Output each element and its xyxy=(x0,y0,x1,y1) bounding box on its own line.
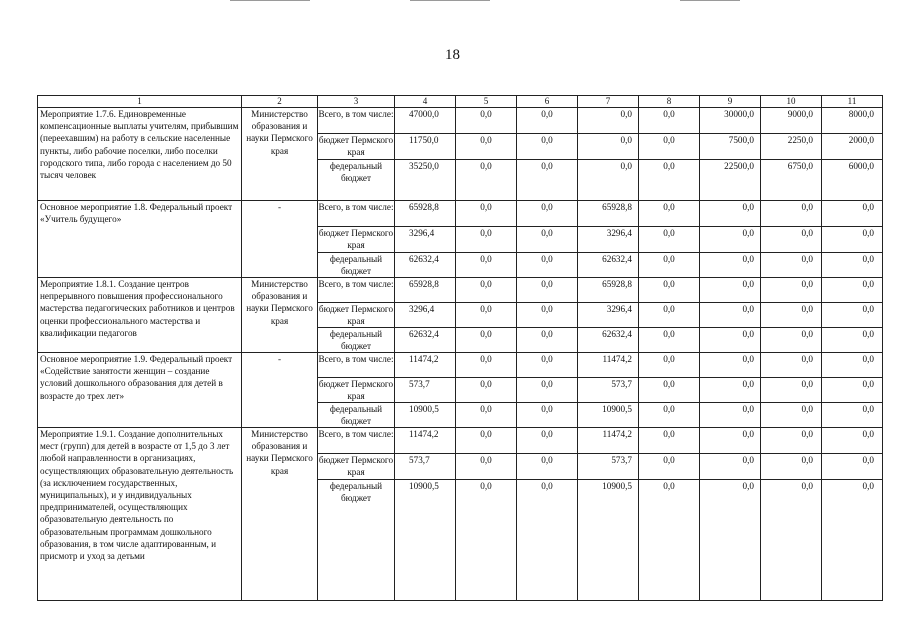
amount-value: 3296,4 xyxy=(395,303,455,328)
amount-value: 0,0 xyxy=(761,353,821,378)
amount-value: 0,0 xyxy=(862,254,874,264)
amount-value: 0,0 xyxy=(456,201,516,227)
amount-value: 7500,0 xyxy=(700,134,760,160)
amount-cell-col-11 xyxy=(822,201,883,278)
funding-source-cell xyxy=(318,201,395,278)
amount-value: 0,0 xyxy=(761,201,821,227)
amount-value: 573,7 xyxy=(395,378,455,403)
amount-value: 6000,0 xyxy=(848,161,874,171)
event-cell: Основное мероприятие 1.8. Федеральный проект «Учитель будущего» xyxy=(38,201,242,278)
amount-value: 0,0 xyxy=(639,454,699,480)
funding-source: федеральный бюджет xyxy=(329,481,383,504)
table-row xyxy=(38,201,883,278)
amount-value: 9000,0 xyxy=(761,108,821,134)
amount-cell-col-7 xyxy=(578,353,639,428)
amount-value: 0,0 xyxy=(517,378,577,403)
amount-value: 0,0 xyxy=(456,454,516,480)
executor-cell: Министерство образования и науки Пермского края xyxy=(242,278,318,353)
amount-value: 2000,0 xyxy=(822,134,882,160)
amount-value: 0,0 xyxy=(480,481,492,491)
amount-value: 0,0 xyxy=(822,201,882,227)
amount-value: 0,0 xyxy=(456,353,516,378)
amount-value: 2250,0 xyxy=(761,134,821,160)
amount-value: 573,7 xyxy=(578,454,638,480)
amount-cell-col-4 xyxy=(395,201,456,278)
amount-value: 0,0 xyxy=(700,278,760,303)
table-row xyxy=(38,278,883,353)
amount-value: 0,0 xyxy=(801,404,813,414)
amount-cell-col-11 xyxy=(822,108,883,201)
amount-cell-col-11 xyxy=(822,428,883,601)
amount-cell-col-10 xyxy=(761,428,822,601)
amount-value: 0,0 xyxy=(761,278,821,303)
amount-value: 0,0 xyxy=(480,329,492,339)
executor-cell: - xyxy=(242,201,318,278)
executor-cell: Министерство образования и науки Пермского края xyxy=(242,108,318,201)
amount-value: 0,0 xyxy=(639,353,699,378)
amount-value: 0,0 xyxy=(541,404,553,414)
amount-value: 0,0 xyxy=(517,303,577,328)
amount-value: 35250,0 xyxy=(409,161,439,171)
amount-cell-col-4 xyxy=(395,108,456,201)
amount-value: 0,0 xyxy=(700,378,760,403)
amount-value: 0,0 xyxy=(700,454,760,480)
amount-value: 3296,4 xyxy=(578,227,638,253)
amount-value: 0,0 xyxy=(801,481,813,491)
column-header-11: 11 xyxy=(822,96,883,108)
amount-value: 0,0 xyxy=(639,428,699,454)
amount-value: 573,7 xyxy=(395,454,455,480)
amount-cell-col-9 xyxy=(700,278,761,353)
funding-source-cell xyxy=(318,353,395,428)
budget-table xyxy=(37,95,883,601)
amount-value: 0,0 xyxy=(517,201,577,227)
amount-value: 0,0 xyxy=(663,161,675,171)
amount-value: 0,0 xyxy=(822,428,882,454)
amount-value: 3296,4 xyxy=(578,303,638,328)
column-header-5: 5 xyxy=(456,96,517,108)
funding-source: бюджет Пермского края xyxy=(318,304,394,327)
amount-value: 0,0 xyxy=(517,227,577,253)
funding-source: бюджет Пермского края xyxy=(318,454,394,480)
event-cell: Мероприятие 1.8.1. Создание центров непрерывного повышения профессионального мастерства педагогических работников и центров оценки профессионального мастерства и квалификации педагогов xyxy=(38,278,242,353)
amount-value: 0,0 xyxy=(822,227,882,253)
funding-source: бюджет Пермского края xyxy=(318,379,394,402)
amount-cell-col-7 xyxy=(578,278,639,353)
amount-value: 0,0 xyxy=(480,161,492,171)
amount-cell-col-5 xyxy=(456,428,517,601)
table-body xyxy=(38,96,883,601)
amount-cell-col-6 xyxy=(517,201,578,278)
amount-cell-col-10 xyxy=(761,108,822,201)
column-header-2: 2 xyxy=(242,96,318,108)
amount-cell-col-11 xyxy=(822,278,883,353)
amount-value: 0,0 xyxy=(663,254,675,264)
amount-value: 0,0 xyxy=(639,278,699,303)
amount-value: 0,0 xyxy=(801,329,813,339)
funding-source: Всего, в том числе: xyxy=(318,201,394,227)
executor-cell: Министерство образования и науки Пермского края xyxy=(242,428,318,601)
funding-source: Всего, в том числе: xyxy=(318,278,394,303)
amount-cell-col-10 xyxy=(761,201,822,278)
amount-value: 0,0 xyxy=(480,404,492,414)
amount-value: 65928,8 xyxy=(578,278,638,303)
column-header-3: 3 xyxy=(318,96,395,108)
amount-cell-col-8 xyxy=(639,278,700,353)
amount-value: 0,0 xyxy=(456,134,516,160)
amount-value: 10900,5 xyxy=(602,481,632,491)
amount-value: 11474,2 xyxy=(395,353,455,378)
amount-value: 0,0 xyxy=(517,108,577,134)
amount-value: 0,0 xyxy=(761,378,821,403)
amount-value: 573,7 xyxy=(578,378,638,403)
event-cell: Мероприятие 1.9.1. Создание дополнительных мест (групп) для детей в возрасте от 1,5 до 3 лет любой направленности в организациях, осуществляющих образовательную деятельность (за исключением государственных, муниципальных), и у индивидуальных предпринимателей, осуществляющих образовательную деятельность по образовательным программам дошкольного образования, в том числе адаптированным, и присмотр и уход за детьми xyxy=(38,428,242,601)
amount-cell-col-4 xyxy=(395,428,456,601)
amount-cell-col-10 xyxy=(761,278,822,353)
amount-value: 0,0 xyxy=(822,454,882,480)
amount-value: 0,0 xyxy=(761,303,821,328)
amount-cell-col-4 xyxy=(395,278,456,353)
amount-value: 0,0 xyxy=(456,303,516,328)
amount-value: 0,0 xyxy=(517,353,577,378)
amount-cell-col-5 xyxy=(456,278,517,353)
amount-cell-col-8 xyxy=(639,353,700,428)
column-header-10: 10 xyxy=(761,96,822,108)
amount-cell-col-6 xyxy=(517,428,578,601)
amount-value: 11474,2 xyxy=(578,353,638,378)
amount-value: 0,0 xyxy=(801,254,813,264)
amount-cell-col-5 xyxy=(456,353,517,428)
amount-cell-col-6 xyxy=(517,108,578,201)
amount-value: 10900,5 xyxy=(602,404,632,414)
funding-source: федеральный бюджет xyxy=(329,404,383,427)
funding-source: бюджет Пермского края xyxy=(318,227,394,253)
column-header-6: 6 xyxy=(517,96,578,108)
amount-value: 0,0 xyxy=(578,134,638,160)
amount-cell-col-8 xyxy=(639,108,700,201)
amount-value: 11750,0 xyxy=(395,134,455,160)
amount-value: 62632,4 xyxy=(602,254,632,264)
amount-value: 0,0 xyxy=(761,428,821,454)
amount-value: 6750,0 xyxy=(787,161,813,171)
event-cell: Мероприятие 1.7.6. Единовременные компенсационные выплаты учителям, прибывшим (переехавшим) на работу в сельские населенные пункты, либо рабочие поселки, либо поселки городского типа, либо города с населением до 50 тысяч человек xyxy=(38,108,242,201)
amount-value: 0,0 xyxy=(578,108,638,134)
amount-value: 62632,4 xyxy=(409,329,439,339)
amount-cell-col-9 xyxy=(700,428,761,601)
amount-value: 22500,0 xyxy=(724,161,754,171)
amount-value: 0,0 xyxy=(700,227,760,253)
amount-value: 0,0 xyxy=(639,108,699,134)
executor-cell: - xyxy=(242,353,318,428)
funding-source: федеральный бюджет xyxy=(329,254,383,277)
amount-value: 10900,5 xyxy=(409,481,439,491)
amount-value: 0,0 xyxy=(541,161,553,171)
amount-value: 0,0 xyxy=(620,161,632,171)
amount-value: 47000,0 xyxy=(395,108,455,134)
amount-value: 0,0 xyxy=(456,108,516,134)
amount-cell-col-6 xyxy=(517,278,578,353)
amount-value: 0,0 xyxy=(663,404,675,414)
amount-value: 0,0 xyxy=(639,227,699,253)
amount-value: 0,0 xyxy=(480,254,492,264)
amount-value: 0,0 xyxy=(663,329,675,339)
table-row xyxy=(38,428,883,601)
amount-value: 3296,4 xyxy=(395,227,455,253)
amount-value: 62632,4 xyxy=(602,329,632,339)
amount-cell-col-9 xyxy=(700,108,761,201)
amount-cell-col-10 xyxy=(761,353,822,428)
funding-source-cell xyxy=(318,278,395,353)
column-header-8: 8 xyxy=(639,96,700,108)
amount-value: 0,0 xyxy=(517,428,577,454)
amount-cell-col-7 xyxy=(578,428,639,601)
amount-value: 0,0 xyxy=(700,303,760,328)
amount-value: 0,0 xyxy=(517,134,577,160)
amount-value: 0,0 xyxy=(541,481,553,491)
amount-value: 0,0 xyxy=(822,378,882,403)
amount-cell-col-11 xyxy=(822,353,883,428)
amount-cell-col-6 xyxy=(517,353,578,428)
amount-cell-col-5 xyxy=(456,108,517,201)
amount-value: 0,0 xyxy=(700,353,760,378)
amount-value: 11474,2 xyxy=(578,428,638,454)
funding-source: Всего, в том числе: xyxy=(318,428,394,454)
amount-value: 0,0 xyxy=(700,428,760,454)
amount-value: 0,0 xyxy=(761,454,821,480)
funding-source: бюджет Пермского края xyxy=(318,134,394,160)
amount-value: 0,0 xyxy=(663,481,675,491)
amount-value: 65928,8 xyxy=(395,201,455,227)
column-header-9: 9 xyxy=(700,96,761,108)
amount-value: 0,0 xyxy=(639,134,699,160)
funding-source: федеральный бюджет xyxy=(329,329,383,352)
amount-value: 0,0 xyxy=(742,254,754,264)
table-row xyxy=(38,353,883,428)
amount-value: 11474,2 xyxy=(395,428,455,454)
amount-cell-col-9 xyxy=(700,201,761,278)
amount-value: 0,0 xyxy=(822,303,882,328)
table-row xyxy=(38,108,883,201)
amount-value: 0,0 xyxy=(456,428,516,454)
scan-artifact xyxy=(680,0,740,1)
amount-cell-col-8 xyxy=(639,428,700,601)
amount-value: 0,0 xyxy=(517,454,577,480)
amount-cell-col-9 xyxy=(700,353,761,428)
amount-value: 0,0 xyxy=(742,481,754,491)
amount-value: 0,0 xyxy=(822,278,882,303)
amount-value: 65928,8 xyxy=(578,201,638,227)
column-header-1: 1 xyxy=(38,96,242,108)
funding-source-cell xyxy=(318,108,395,201)
funding-source: Всего, в том числе: xyxy=(318,353,394,378)
funding-source-cell xyxy=(318,428,395,601)
amount-value: 0,0 xyxy=(639,303,699,328)
amount-value: 0,0 xyxy=(456,227,516,253)
amount-value: 0,0 xyxy=(822,353,882,378)
event-cell: Основное мероприятие 1.9. Федеральный проект «Содействие занятости женщин – создание условий дошкольного образования для детей в возрасте до трех лет» xyxy=(38,353,242,428)
amount-value: 0,0 xyxy=(541,329,553,339)
amount-value: 0,0 xyxy=(862,404,874,414)
scan-artifact xyxy=(410,0,490,1)
amount-value: 10900,5 xyxy=(409,404,439,414)
funding-source: федеральный бюджет xyxy=(329,161,383,184)
amount-value: 0,0 xyxy=(456,278,516,303)
amount-value: 0,0 xyxy=(742,329,754,339)
amount-value: 0,0 xyxy=(700,201,760,227)
amount-value: 0,0 xyxy=(761,227,821,253)
amount-value: 0,0 xyxy=(862,329,874,339)
column-header-4: 4 xyxy=(395,96,456,108)
funding-source: Всего, в том числе: xyxy=(318,108,394,134)
amount-value: 0,0 xyxy=(639,201,699,227)
amount-value: 62632,4 xyxy=(409,254,439,264)
header-row xyxy=(38,96,883,108)
amount-value: 65928,8 xyxy=(395,278,455,303)
amount-value: 0,0 xyxy=(456,378,516,403)
amount-value: 0,0 xyxy=(639,378,699,403)
amount-cell-col-8 xyxy=(639,201,700,278)
amount-value: 0,0 xyxy=(517,278,577,303)
page-number: 18 xyxy=(445,47,460,63)
scan-artifact xyxy=(230,0,310,1)
amount-cell-col-4 xyxy=(395,353,456,428)
amount-cell-col-7 xyxy=(578,201,639,278)
amount-value: 0,0 xyxy=(742,404,754,414)
amount-cell-col-7 xyxy=(578,108,639,201)
amount-value: 0,0 xyxy=(862,481,874,491)
column-header-7: 7 xyxy=(578,96,639,108)
amount-cell-col-5 xyxy=(456,201,517,278)
amount-value: 0,0 xyxy=(541,254,553,264)
amount-value: 8000,0 xyxy=(822,108,882,134)
amount-value: 30000,0 xyxy=(700,108,760,134)
